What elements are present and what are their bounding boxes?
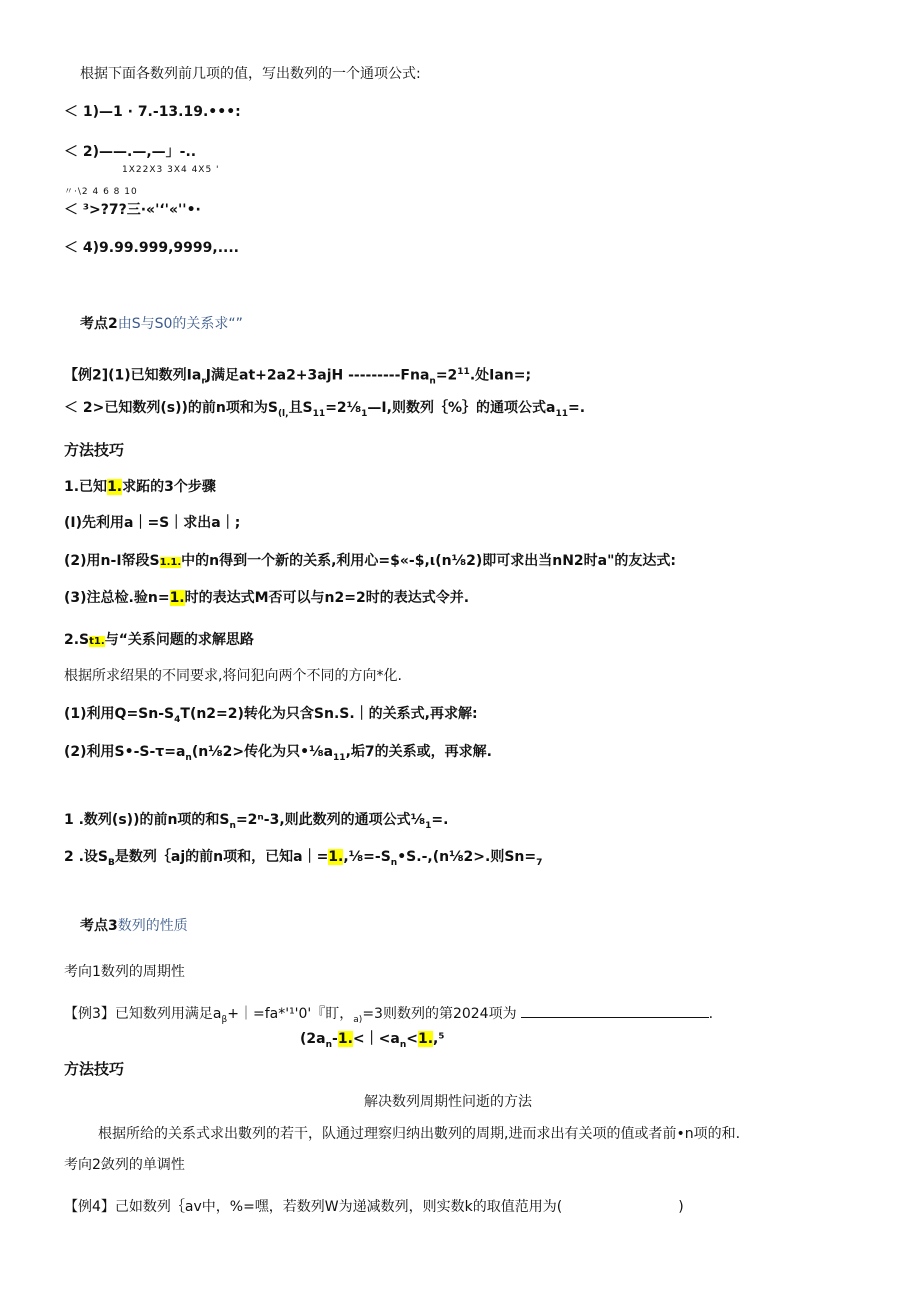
text: (2)利用S•-S-τ=a	[64, 744, 186, 760]
text: .	[708, 1006, 714, 1022]
text: (n⅛2>传化为只•⅛a	[191, 744, 334, 760]
method-1-step-title	[64, 477, 216, 497]
example-2-part-1	[64, 362, 531, 391]
text: 【例3】已知数列用满足a	[64, 1006, 222, 1022]
text: J满足at+2a2+3ajH ---------Fna	[205, 367, 430, 384]
question-3: ＜ ³>?7?三·«'‘'«''•·	[64, 202, 201, 218]
subscript: 1	[425, 820, 432, 831]
text: (2)用n-I帑段S	[64, 553, 160, 569]
text: 时的表达式M否可以与n2=2时的表达式令并.	[184, 590, 470, 606]
subscript: 1	[361, 408, 368, 419]
question-2-denominators: 1X22X3 3X4 4X5 '	[122, 165, 220, 175]
method-1-step-1: (I)先利用a｜=S｜求出a｜;	[64, 515, 241, 531]
text: 【例2](1)已知数列Ia	[64, 367, 202, 384]
text: )	[678, 1199, 684, 1215]
text: T(n2=2)转化为只含Sn.S.｜的关系式,再求解:	[180, 706, 478, 722]
text: 求跖的3个步骤	[122, 479, 216, 495]
kaoxiang-2: 考向2敛列的单调性	[64, 1157, 185, 1173]
subscript: B	[108, 857, 115, 868]
subscript: r	[201, 376, 206, 387]
subscript: a)	[353, 1014, 363, 1025]
superscript: 11	[457, 367, 470, 377]
periodicity-method-title: 解决数列周期性问逝的方法	[364, 1094, 532, 1110]
subscript: n	[429, 376, 436, 387]
method-heading-1: 方法技巧	[64, 441, 125, 459]
subscript: n	[390, 857, 398, 868]
text: (1)利用Q=Sn-S	[64, 706, 175, 722]
method-1-step-2	[64, 551, 676, 573]
example-3	[64, 1003, 713, 1030]
method-2-desc: 根据所求绍果的不同要求,将问犯向两个不同的方向*化.	[64, 668, 402, 684]
text: 2.S	[64, 632, 90, 648]
method-heading-2: 方法技巧	[64, 1060, 125, 1078]
text: 中的n得到一个新的关系,利用心=$«-$,ι(n⅛2)即可求出当nN2时a"的友达式:	[181, 553, 677, 569]
text: ,⁵	[433, 1031, 445, 1047]
text: (3)注总检.验n=	[64, 590, 170, 606]
text: +｜=fa*'¹'0'『盯，	[227, 1006, 354, 1022]
section-number: 考点2	[80, 316, 118, 332]
question-4: ＜ 4)9.99.999,9999,....	[64, 240, 239, 256]
question-3-numerators: 〃·\2 4 6 8 10	[64, 187, 138, 197]
highlight: 1.	[169, 590, 185, 606]
subscript: β	[221, 1014, 228, 1025]
example-3-condition	[300, 1029, 444, 1055]
subscript: (l,	[277, 408, 289, 419]
method-2-item-2	[64, 742, 492, 768]
text: 与“关系问题的求解思路	[104, 632, 254, 648]
text: ,垢7的关系或，再求解.	[345, 744, 492, 760]
text: =2	[435, 367, 458, 384]
answer-blank[interactable]	[521, 1003, 709, 1018]
intro-text: 根据下面各数列前几项的值，写出数列的一个通项公式:	[80, 66, 421, 82]
periodicity-method-text: 根据所给的关系式求出數列的若干，队通过理察归纳出數列的周期,进而求出有关项的值或者前•n项的和.	[98, 1126, 741, 1142]
exercise-2	[64, 847, 542, 873]
section-title: 数列的性质	[117, 918, 188, 934]
method-2-title	[64, 630, 254, 652]
section-title: 由S与S0的关系求“”	[117, 316, 243, 332]
text: .处Ian=;	[469, 367, 532, 384]
highlight: 1.1.	[159, 557, 182, 568]
subscript: n	[229, 820, 236, 831]
highlight: t1.	[89, 636, 105, 647]
kaoxiang-1: 考向1数列的周期性	[64, 964, 185, 980]
highlight: 1.	[107, 479, 123, 495]
text: ＜ 2>已知数列(s))的前n项和为S	[64, 400, 278, 416]
text: <｜<a	[352, 1031, 400, 1047]
text: =.	[431, 812, 449, 828]
text: =3则数列的第2024项为	[362, 1006, 517, 1022]
highlight: 1.	[337, 1031, 353, 1047]
text: =.	[567, 400, 586, 416]
subscript: n	[399, 1039, 407, 1050]
text: 且S	[288, 400, 313, 416]
text: •S.-,(n⅛2>.则Sn=	[397, 849, 537, 865]
method-1-step-3	[64, 588, 469, 608]
subscript: 4	[174, 714, 181, 725]
method-2-item-1	[64, 704, 478, 730]
example-4	[64, 1197, 684, 1217]
text: 是数列｛aj的前n项和，已知a｜=	[114, 849, 329, 865]
section-number: 考点3	[80, 918, 118, 934]
subscript: n	[185, 752, 192, 763]
text: <	[406, 1031, 418, 1047]
text: ,⅛=-S	[343, 849, 391, 865]
subscript: 11	[312, 408, 326, 419]
text: =2ⁿ-3,则此数列的通项公式⅛	[235, 812, 426, 828]
question-2: ＜ 2)——.—,—」-..	[64, 144, 197, 160]
text: 【例4】己如数列｛av中，%=嘿，若数列W为递减数列，则实数k的取值范用为(	[64, 1199, 563, 1215]
section-kaodian-2	[80, 314, 243, 334]
text: —I,则数列｛%｝的通项公式a	[367, 400, 556, 416]
highlight: 1.	[328, 849, 344, 865]
text: -	[332, 1031, 338, 1047]
text: 1 .数列(s))的前n项的和S	[64, 812, 230, 828]
text: 1.已知	[64, 479, 108, 495]
text: (2a	[300, 1031, 326, 1047]
section-kaodian-3	[80, 916, 188, 936]
question-1: ＜ 1)—1 · 7.-13.19.•••:	[64, 104, 241, 120]
highlight: 1.	[417, 1031, 434, 1047]
example-2-part-2	[64, 398, 585, 424]
subscript: 7	[536, 857, 543, 868]
subscript: n	[325, 1039, 333, 1050]
subscript: 11	[333, 752, 346, 763]
text: =2⅛	[325, 400, 362, 416]
subscript: 11	[555, 408, 568, 419]
exercise-1	[64, 810, 448, 836]
text: 2 .设S	[64, 849, 109, 865]
